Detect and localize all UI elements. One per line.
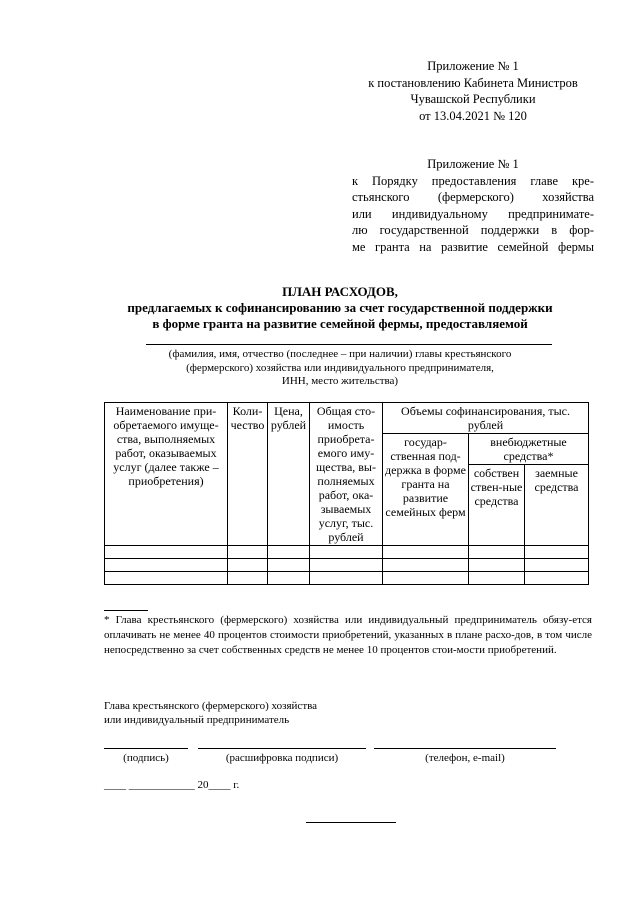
appendix-1-line-2: к постановлению Кабинета Министров — [368, 75, 578, 90]
phone-email-line[interactable] — [374, 748, 556, 749]
signatory-line-2: или индивидуальный предприниматель — [104, 714, 290, 726]
table-cell[interactable] — [525, 546, 589, 559]
date-line[interactable]: ____ ____________ 20____ г. — [104, 779, 240, 791]
table-row — [105, 559, 589, 572]
table-cell[interactable] — [469, 546, 525, 559]
end-separator — [306, 822, 396, 823]
header-cofinancing-volumes: Объемы софинансирования, тыс. рублей — [383, 403, 589, 434]
appendix-2-line-4: или индивидуальному предпринимате- — [352, 206, 594, 221]
signatory-label — [104, 699, 317, 727]
table-cell[interactable] — [469, 559, 525, 572]
title-line-3: в форме гранта на развитие семейной фермы, предоставляемой — [152, 316, 528, 331]
appendix-1-line-1: Приложение № 1 — [427, 59, 519, 73]
document-title — [60, 284, 620, 332]
table-cell[interactable] — [105, 559, 228, 572]
appendix-1-line-4: от 13.04.2021 № 120 — [419, 108, 527, 123]
caption-line-1: (фамилия, имя, отчество (последнее – при наличии) главы крестьянского — [168, 348, 512, 360]
table-row — [105, 546, 589, 559]
table-row — [105, 572, 589, 585]
table-cell[interactable] — [310, 559, 383, 572]
table-cell[interactable] — [105, 572, 228, 585]
table-cell[interactable] — [469, 572, 525, 585]
applicant-fill-line — [146, 344, 552, 345]
table-cell[interactable] — [268, 546, 310, 559]
appendix-2-line-1: Приложение № 1 — [427, 157, 519, 171]
table-cell[interactable] — [310, 572, 383, 585]
signature-label: (подпись) — [123, 752, 169, 764]
signature-decode-label: (расшифровка подписи) — [225, 752, 339, 764]
footnote: * Глава крестьянского (фермерского) хозяйства или индивидуальный предприниматель обязу-ется оплачивать не менее 40 процентов стоимости приобретений, указанных в плане расхо-дов, в том числе непосредственно за счет собственных средств не менее 10 процентов стои-мости приобретений. — [104, 614, 592, 656]
table-cell[interactable] — [268, 572, 310, 585]
table-cell[interactable] — [228, 546, 268, 559]
phone-email-label: (телефон, e-mail) — [425, 752, 505, 764]
header-item-name: Наименование при-обретаемого имуще-ства, выполняемых работ, оказываемых услуг (далее также – приобретения) — [105, 403, 228, 546]
header-state-support: государ-ственная под-держка в форме гранта на развитие семейных ферм — [383, 434, 469, 546]
appendix-2-line-6: ме гранта на развитие семейной фермы — [352, 239, 594, 254]
header-own-funds: собствен ствен-ные средства — [469, 465, 525, 546]
caption-line-2: (фермерского) хозяйства или индивидуального предпринимателя, — [186, 361, 494, 374]
expense-plan-table — [104, 402, 589, 585]
header-quantity: Коли-чество — [228, 403, 268, 546]
table-cell[interactable] — [268, 559, 310, 572]
appendix-2-line-2: к Порядку предоставления главе кре- — [352, 173, 594, 188]
signature-line[interactable] — [104, 748, 188, 749]
table-cell[interactable] — [228, 559, 268, 572]
signature-decode-line[interactable] — [198, 748, 366, 749]
table-cell[interactable] — [525, 572, 589, 585]
appendix-2-line-3: стьянского (фермерского) хозяйства — [352, 190, 594, 204]
appendix-2-line-5: лю государственной поддержки в фор- — [352, 223, 594, 237]
applicant-caption — [120, 348, 560, 389]
appendix-header-1 — [352, 58, 594, 124]
footnote-separator — [104, 610, 148, 611]
table-cell[interactable] — [105, 546, 228, 559]
header-extrabudget-funds: внебюджетные средства* — [469, 434, 589, 465]
table-cell[interactable] — [228, 572, 268, 585]
title-line-1: ПЛАН РАСХОДОВ, — [282, 284, 398, 299]
appendix-1-line-3: Чувашской Республики — [410, 92, 536, 106]
table-cell[interactable] — [525, 559, 589, 572]
table-cell[interactable] — [310, 546, 383, 559]
table-cell[interactable] — [383, 572, 469, 585]
header-borrowed-funds: заемные средства — [525, 465, 589, 546]
title-line-2: предлагаемых к софинансированию за счет государственной поддержки — [127, 300, 553, 315]
table-cell[interactable] — [383, 546, 469, 559]
signatory-line-1: Глава крестьянского (фермерского) хозяйства — [104, 700, 318, 712]
header-total-cost: Общая сто-имость приобрета-емого иму-щества, вы-полняемых работ, ока-зываемых услуг, тыс. рублей — [310, 403, 383, 546]
table-cell[interactable] — [383, 559, 469, 572]
caption-line-3: ИНН, место жительства) — [281, 375, 399, 387]
header-price: Цена, рублей — [268, 403, 310, 546]
appendix-header-2 — [352, 156, 594, 255]
